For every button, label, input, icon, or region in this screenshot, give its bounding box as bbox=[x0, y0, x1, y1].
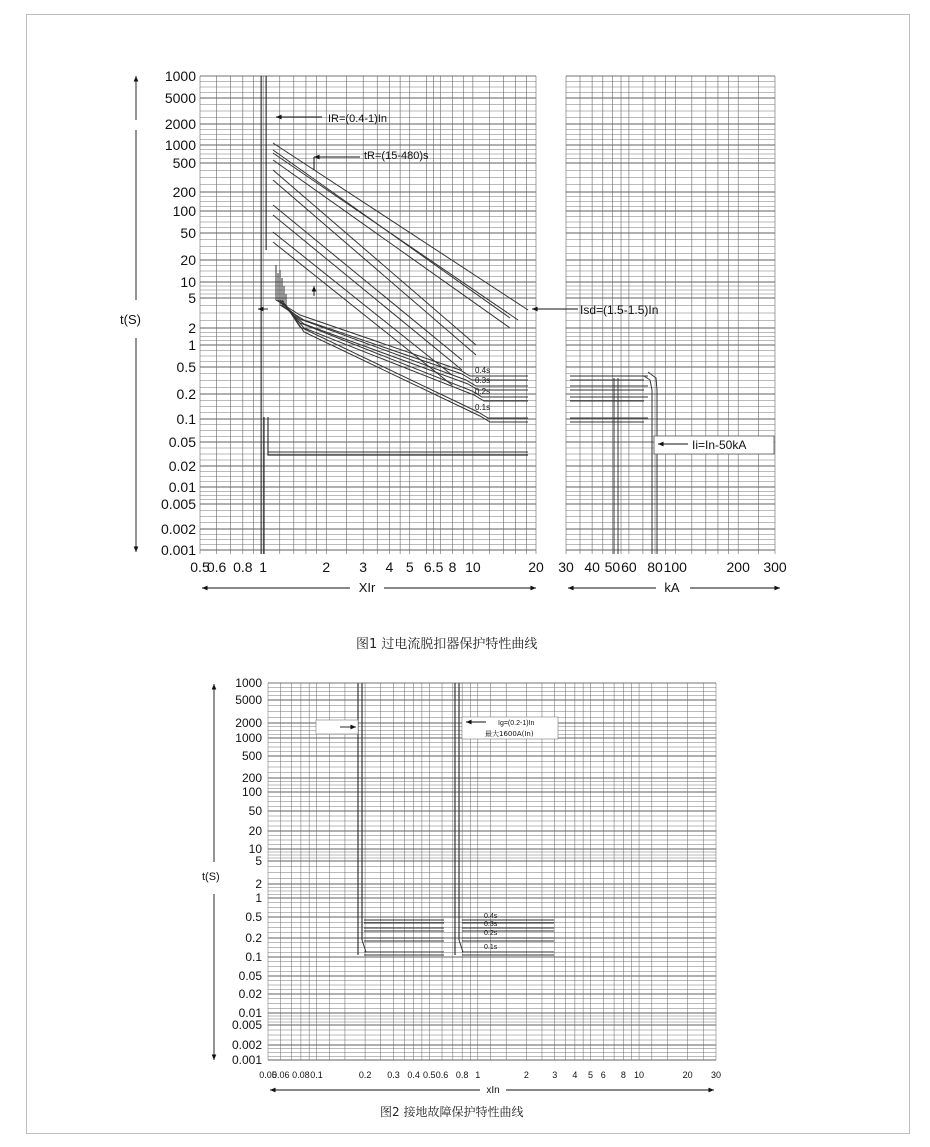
fig1-xaxis-left-head bbox=[202, 586, 208, 591]
fig2-xtick-label: 0.3 bbox=[387, 1070, 400, 1080]
fig2-xtick-label: 3 bbox=[552, 1070, 558, 1080]
fig1-xtick-label: 5 bbox=[405, 559, 414, 575]
fig1-ii-label: Ii=In-50kA bbox=[692, 438, 747, 452]
fig1-grid bbox=[200, 76, 775, 554]
fig2-grid bbox=[268, 683, 716, 1060]
fig1-ytick-label: 1000 bbox=[164, 137, 196, 153]
fig1-shorttime-curve bbox=[282, 289, 528, 418]
fig1-right-v3 bbox=[644, 376, 652, 554]
fig2-xaxis-right-head bbox=[708, 1088, 714, 1093]
fig1-caption: 图1 过电流脱扣器保护特性曲线 bbox=[356, 637, 538, 652]
fig2-ytick-label: 0.02 bbox=[238, 987, 262, 1001]
fig1-xtick-label: 8 bbox=[448, 559, 457, 575]
fig2-xtick-label: 0.06 bbox=[272, 1070, 290, 1080]
fig1-tr-label: tR=(15-480)s bbox=[364, 150, 429, 162]
fig1-xlabel-left: XIr bbox=[358, 580, 376, 595]
fig1-xtick-label: 1 bbox=[259, 559, 268, 575]
fig1-longdelay-band bbox=[273, 242, 452, 385]
fig2-ytick-label: 10 bbox=[248, 842, 262, 856]
fig2-xtick-label: 0.6 bbox=[435, 1070, 449, 1080]
fig1-xtick-label: 20 bbox=[528, 559, 544, 575]
fig1-isd-arrow-head bbox=[532, 307, 538, 312]
fig2-labels bbox=[202, 676, 721, 1096]
fig1-xtick-label-ka: 300 bbox=[763, 559, 787, 575]
fig1-time-label: 0.4s bbox=[475, 366, 491, 375]
fig2-time-label: 0.1s bbox=[484, 944, 498, 951]
fig2-ylabel: t(S) bbox=[202, 871, 220, 883]
fig1-ir-arrow-head bbox=[276, 115, 282, 120]
fig1-ytick-label: 10 bbox=[180, 274, 196, 290]
fig1-ytick-label: 5000 bbox=[164, 90, 196, 106]
fig1-ytick-label: 200 bbox=[172, 184, 196, 200]
fig2-ytick-label: 1000 bbox=[235, 731, 262, 745]
fig1-xaxis-right-head bbox=[530, 586, 536, 591]
fig1-xtick-label: 4 bbox=[385, 559, 394, 575]
fig2-xtick-label: 0.2 bbox=[358, 1070, 372, 1080]
fig1-up-mark-head bbox=[312, 286, 317, 292]
fig1-ytick-label: 50 bbox=[180, 225, 196, 241]
fig1-xtick-label: 0.6 bbox=[206, 559, 227, 575]
fig1-xtick-label: 3 bbox=[359, 559, 368, 575]
fig2-xtick-label: 0.4 bbox=[407, 1070, 420, 1080]
fig1-time-label: 0.2s bbox=[475, 387, 491, 396]
fig2-xtick-label: 8 bbox=[620, 1070, 626, 1080]
fig1-xlabel-right: kA bbox=[664, 580, 680, 595]
fig1-isd-label: Isd=(1.5-1.5)In bbox=[580, 303, 659, 317]
fig2-ytick-label: 2 bbox=[255, 877, 262, 891]
fig2-xtick-label: 0.05 bbox=[259, 1070, 277, 1080]
fig2-time-label: 0.2s bbox=[484, 930, 498, 937]
fig1-xtick-label-ka: 200 bbox=[726, 559, 750, 575]
fig2-xtick-label: 30 bbox=[710, 1070, 722, 1080]
fig2-xtick-label: 0.08 bbox=[292, 1070, 310, 1080]
fig1-ytick-label: 0.005 bbox=[160, 496, 196, 512]
fig1-xtick-label-ka: 80 bbox=[647, 559, 663, 575]
fig1-ka-left-head bbox=[568, 586, 574, 591]
fig1-ytick-label: 1 bbox=[188, 337, 196, 353]
fig1-ka-right-head bbox=[774, 586, 780, 591]
fig2-ytick-label: 200 bbox=[241, 771, 262, 785]
fig1-xtick-label: 0.8 bbox=[233, 559, 253, 575]
fig2-ytick-label: 1000 bbox=[235, 676, 262, 690]
fig2-ytick-label: 0.002 bbox=[231, 1038, 262, 1052]
fig1-time-label: 0.3s bbox=[475, 376, 491, 385]
fig2-ytick-label: 0.1 bbox=[245, 950, 262, 964]
fig2-ytick-label: 50 bbox=[248, 804, 262, 818]
fig2-ytick-label: 500 bbox=[241, 749, 262, 763]
fig2-ytick-label: 0.05 bbox=[238, 969, 262, 983]
fig1-yaxis-down-head bbox=[134, 546, 139, 552]
fig2-xtick-label: 10 bbox=[634, 1070, 645, 1080]
fig2-xtick-label: 5 bbox=[588, 1070, 594, 1080]
fig2-ig-label2: 最大1600A(In) bbox=[485, 730, 534, 738]
fig2-left-bend bbox=[362, 940, 444, 952]
fig2-ytick-label: 5 bbox=[255, 854, 262, 868]
fig2-xtick-label: 20 bbox=[682, 1070, 693, 1080]
fig2-ytick-label: 0.01 bbox=[238, 1006, 262, 1020]
fig1-ytick-label: 0.01 bbox=[168, 479, 196, 495]
fig1-xtick-label-ka: 40 bbox=[584, 559, 600, 575]
fig2-caption: 图2 接地故障保护特性曲线 bbox=[380, 1105, 524, 1119]
fig2-xlabel: xIn bbox=[486, 1085, 500, 1096]
fig2-ytick-label: 2000 bbox=[235, 716, 262, 730]
fig1-ytick-label: 2000 bbox=[164, 116, 196, 132]
fig2-right-bend bbox=[459, 940, 554, 952]
fig1-ir-label: IR=(0.4-1)In bbox=[328, 113, 387, 125]
fig2-xaxis-left-head bbox=[270, 1088, 276, 1093]
fig1-ytick-label: 1000 bbox=[164, 68, 196, 84]
fig1-ytick-label: 500 bbox=[172, 155, 196, 171]
fig1-longdelay-band bbox=[273, 170, 476, 345]
fig1-yaxis-up-head bbox=[134, 76, 139, 82]
fig1-ytick-label: 2 bbox=[188, 320, 196, 336]
fig1-ytick-label: 0.002 bbox=[160, 521, 196, 537]
fig1-longdelay-top2 bbox=[273, 153, 518, 320]
fig1-ytick-label: 5 bbox=[188, 290, 196, 306]
fig2-ytick-label: 20 bbox=[248, 824, 262, 838]
fig1-ytick-label: 100 bbox=[172, 203, 196, 219]
fig1-xtick-label-ka: 50 bbox=[604, 559, 621, 575]
fig2-yaxis-down-head bbox=[212, 1054, 217, 1060]
fig1-xtick-label: 0.5 bbox=[190, 559, 210, 575]
fig2-ytick-label: 1 bbox=[255, 891, 262, 905]
fig2-xtick-label: 4 bbox=[572, 1070, 578, 1080]
fig2-ig-label: Ig=(0.2-1)In bbox=[498, 720, 535, 727]
fig1-xtick-label: 2 bbox=[322, 559, 331, 575]
fig1-shorttime-curve-b bbox=[284, 286, 528, 401]
fig2-xtick-label: 0.5 bbox=[423, 1070, 436, 1080]
fig2-xtick-label: 0.1 bbox=[310, 1070, 323, 1080]
fig1-xtick-label: 10 bbox=[465, 559, 481, 575]
fig1-ylabel: t(S) bbox=[120, 312, 141, 327]
fig1-ytick-label: 0.02 bbox=[168, 458, 196, 474]
fig1-ytick-label: 0.001 bbox=[160, 542, 196, 558]
fig1-xtick-label: 6.5 bbox=[423, 559, 444, 575]
fig1-xtick-label-ka: 60 bbox=[621, 559, 637, 575]
fig2-xtick-label: 1 bbox=[475, 1070, 481, 1080]
fig1-xtick-label-ka: 30 bbox=[558, 559, 574, 575]
fig1-ytick-label: 20 bbox=[180, 252, 196, 268]
fig2-xtick-label: 6 bbox=[600, 1070, 606, 1080]
fig2-xtick-label: 2 bbox=[523, 1070, 529, 1080]
fig1-ytick-label: 0.05 bbox=[168, 434, 196, 450]
fig2-yaxis-up-head bbox=[212, 684, 217, 690]
fig1-ytick-label: 0.1 bbox=[176, 411, 196, 427]
fig2-ytick-label: 0.005 bbox=[231, 1018, 262, 1032]
fig2-time-label: 0.4s bbox=[484, 913, 498, 920]
fig2-xtick-label: 0.8 bbox=[455, 1070, 469, 1080]
fig1-ytick-label: 0.5 bbox=[176, 359, 196, 375]
fig1-ytick-label: 0.2 bbox=[176, 386, 196, 402]
fig2-ytick-label: 0.001 bbox=[231, 1053, 262, 1067]
fig2-ytick-label: 100 bbox=[241, 785, 262, 799]
fig2-time-label: 0.3s bbox=[484, 921, 498, 928]
fig2-ytick-label: 0.2 bbox=[245, 931, 262, 945]
fig2-ytick-label: 0.5 bbox=[245, 910, 262, 924]
fig1-labels bbox=[120, 68, 787, 595]
fig1-xtick-label-ka: 100 bbox=[663, 559, 687, 575]
fig1-time-label: 0.1s bbox=[475, 403, 491, 412]
fig2-ytick-label: 5000 bbox=[235, 693, 262, 707]
